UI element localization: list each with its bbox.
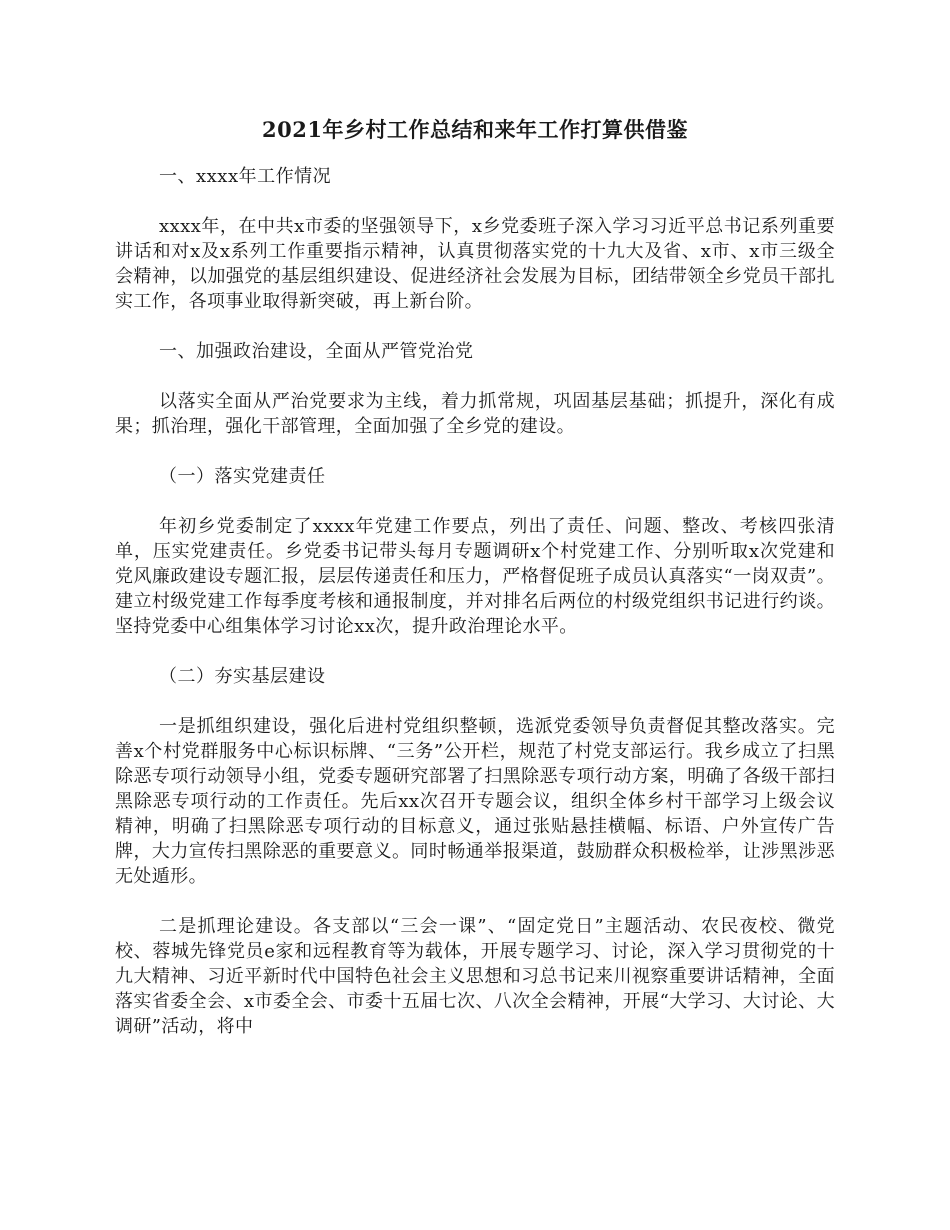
paragraph-organization-building: 一是抓组织建设，强化后进村党组织整顿，选派党委领导负责督促其整改落实。完善x个村党群服务中心标识标牌、“三务”公开栏，规范了村党支部运行。我乡成立了扫黑除恶专项行动领导小组，党委专题研究部署了扫黑除恶专项行动方案，明确了各级干部扫黑除恶专项行动的工作责任。先后xx次召开专题会议，组织全体乡村干部学习上级会议精神，明确了扫黑除恶专项行动的目标意义，通过张贴悬挂横幅、标语、户外宣传广告牌，大力宣传扫黑除恶的重要意义。同时畅通举报渠道，鼓励群众积极检举，让涉黑涉恶无处遁形。	[115, 716, 835, 887]
paragraph-intro: xxxx年，在中共x市委的坚强领导下，x乡党委班子深入学习习近平总书记系列重要讲话和对x及x系列工作重要指示精神，认真贯彻落实党的十九大及省、x市、x市三级全会精神，以加强党的基层组织建设、促进经济社会发展为目标，团结带领全乡党员干部扎实工作，各项事业取得新突破，再上新台阶。	[115, 216, 835, 312]
document-content	[115, 112, 835, 1064]
subheading-grassroots-building: （二）夯实基层建设	[159, 666, 326, 687]
subheading-party-responsibility: （一）落实党建责任	[159, 466, 326, 487]
document-title: 2021年乡村工作总结和来年工作打算供借鉴	[262, 117, 688, 142]
paragraph-theory-building: 二是抓理论建设。各支部以“三会一课”、“固定党日”主题活动、农民夜校、微党校、蓉城先锋党员e家和远程教育等为载体，开展专题学习、讨论，深入学习贯彻党的十九大精神、习近平新时代中国特色社会主义思想和习总书记来川视察重要讲话精神，全面落实省委全会、x市委全会、市委十五届七次、八次全会精神，开展“大学习、大讨论、大调研”活动，将中	[115, 916, 835, 1037]
paragraph-party-responsibility: 年初乡党委制定了xxxx年党建工作要点，列出了责任、问题、整改、考核四张清单，压实党建责任。乡党委书记带头每月专题调研x个村党建工作、分别听取x次党建和党风廉政建设专题汇报，层层传递责任和压力，严格督促班子成员认真落实“一岗双责”。建立村级党建工作每季度考核和通报制度，并对排名后两位的村级党组织书记进行约谈。坚持党委中心组集体学习讨论xx次，提升政治理论水平。	[115, 516, 835, 637]
section-heading-political-building: 一、加强政治建设，全面从严管党治党	[159, 341, 474, 362]
paragraph-political-building: 以落实全面从严治党要求为主线，着力抓常规，巩固基层基础；抓提升，深化有成果；抓治理，强化干部管理，全面加强了全乡党的建设。	[115, 391, 835, 437]
section-heading-work-status: 一、xxxx年工作情况	[159, 166, 332, 187]
